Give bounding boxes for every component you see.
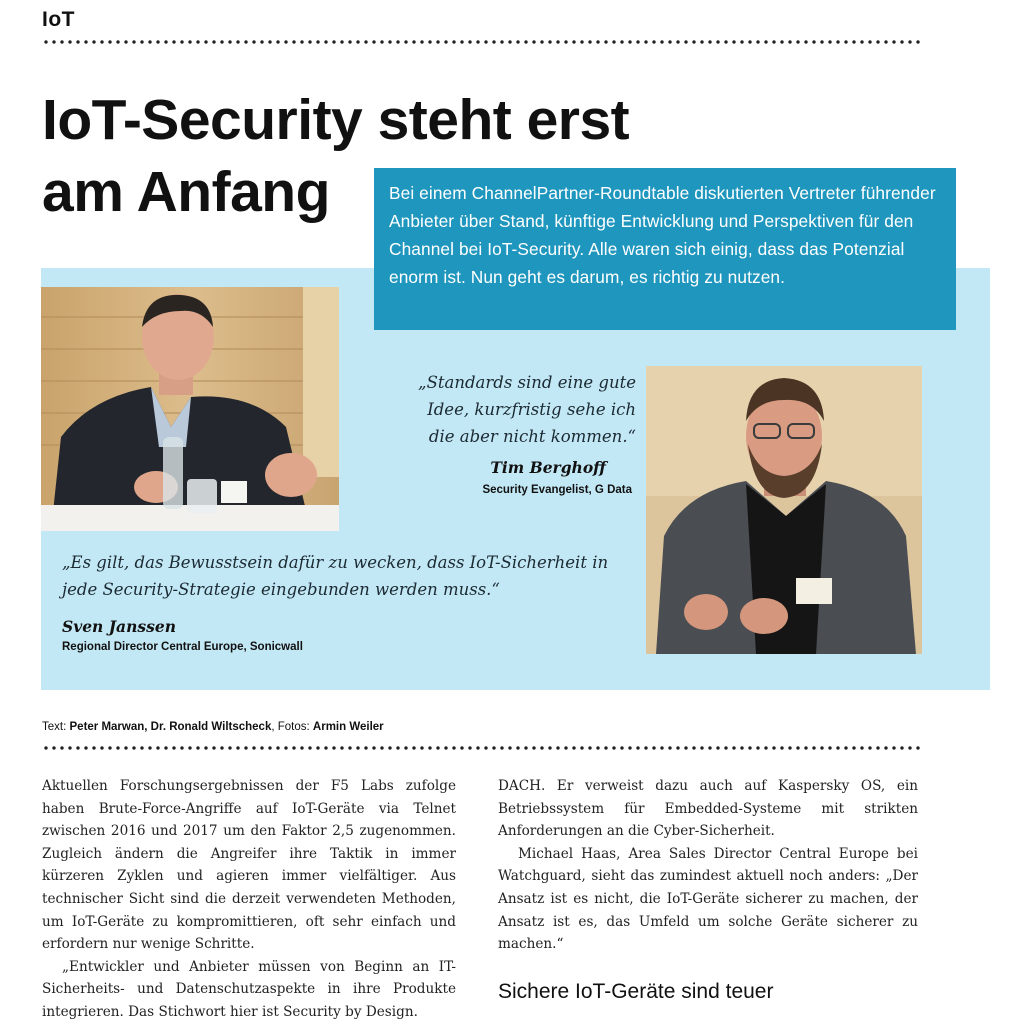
credits-authors: Peter Marwan, Dr. Ronald Wiltscheck [69,721,272,733]
credits-photographer: Armin Weiler [312,721,384,733]
pull-quote-berghoff: „Standards sind eine gute Idee, kurzfristig sehe ich die aber nicht kommen.“ [418,373,636,446]
body-column-1 [42,775,456,1024]
quote-author-name: Sven Janssen [62,617,176,636]
article-credits: Text: Peter Marwan, Dr. Ronald Wiltscheck, Fotos: Armin Weiler [42,721,384,733]
quote-author-role: Regional Director Central Europe, Sonicwall [62,641,303,653]
portrait-image [646,366,922,654]
body-column-2 [498,775,918,956]
pull-quote-janssen: „Es gilt, das Bewusstsein dafür zu wecken, dass IoT-Sicherheit in jede Security-Strategie eingebunden werden muss.“ [62,553,609,599]
quote-author-role: Security Evangelist, G Data [482,484,632,496]
credits-text-label: Text: [42,721,67,733]
lead-text: Bei einem ChannelPartner-Roundtable diskutierten Vertreter führender Anbieter über Stand, künftige Entwicklung und Perspektiven für den Channel bei IoT-Security. Alle waren sich einig, dass das Potenzial enorm ist. Nun geht es darum, es richtig zu nutzen. [389,183,936,287]
dotted-divider [42,746,922,750]
portrait-image [41,287,339,531]
section-label: IoT [42,8,75,31]
photo-tim-berghoff [646,366,922,654]
dotted-divider [42,40,922,44]
photo-sven-janssen [41,287,339,531]
body-paragraph: Aktuellen Forschungsergebnissen der F5 Labs zufolge haben Brute-Force-Angriffe auf IoT-Geräte via Telnet zwischen 2016 und 2017 um den Faktor 2,5 zugenommen. Zugleich ändern die Angreifer ihre Taktik in immer kürzeren Zyklen und agieren immer vielfältiger. Aus technischer Sicht sind die derzeit verwendeten Methoden, um IoT-Geräte zu kompromittieren, oft sehr einfach und erfordern nur wenige Schritte. [42,778,456,953]
article-headline: IoT-Security steht erst am Anfang [42,88,630,224]
body-paragraph: DACH. Er verweist dazu auch auf Kaspersky OS, ein Betriebssystem für Embedded-Systeme mit strikten Anforderungen an die Cyber-Sicherheit. [498,778,918,840]
lead-box [374,168,956,330]
quote-author-name: Tim Berghoff [490,458,606,477]
body-paragraph: „Entwickler und Anbieter müssen von Beginn an IT-Sicherheits- und Datenschutzaspekte in ihre Produkte integrieren. Das Stichwort hier ist Security by Design. [42,958,456,1020]
section-subheading: Sichere IoT-Geräte sind teuer [498,980,774,1003]
credits-photo-label: Fotos: [277,721,310,733]
body-paragraph: Michael Haas, Area Sales Director Central Europe bei Watchguard, sieht das zumindest aktuell noch anders: „Der Ansatz ist es nicht, die IoT-Geräte sicherer zu machen, der Ansatz ist es, das Umfeld um solche Geräte sicherer zu machen.“ [498,845,918,953]
